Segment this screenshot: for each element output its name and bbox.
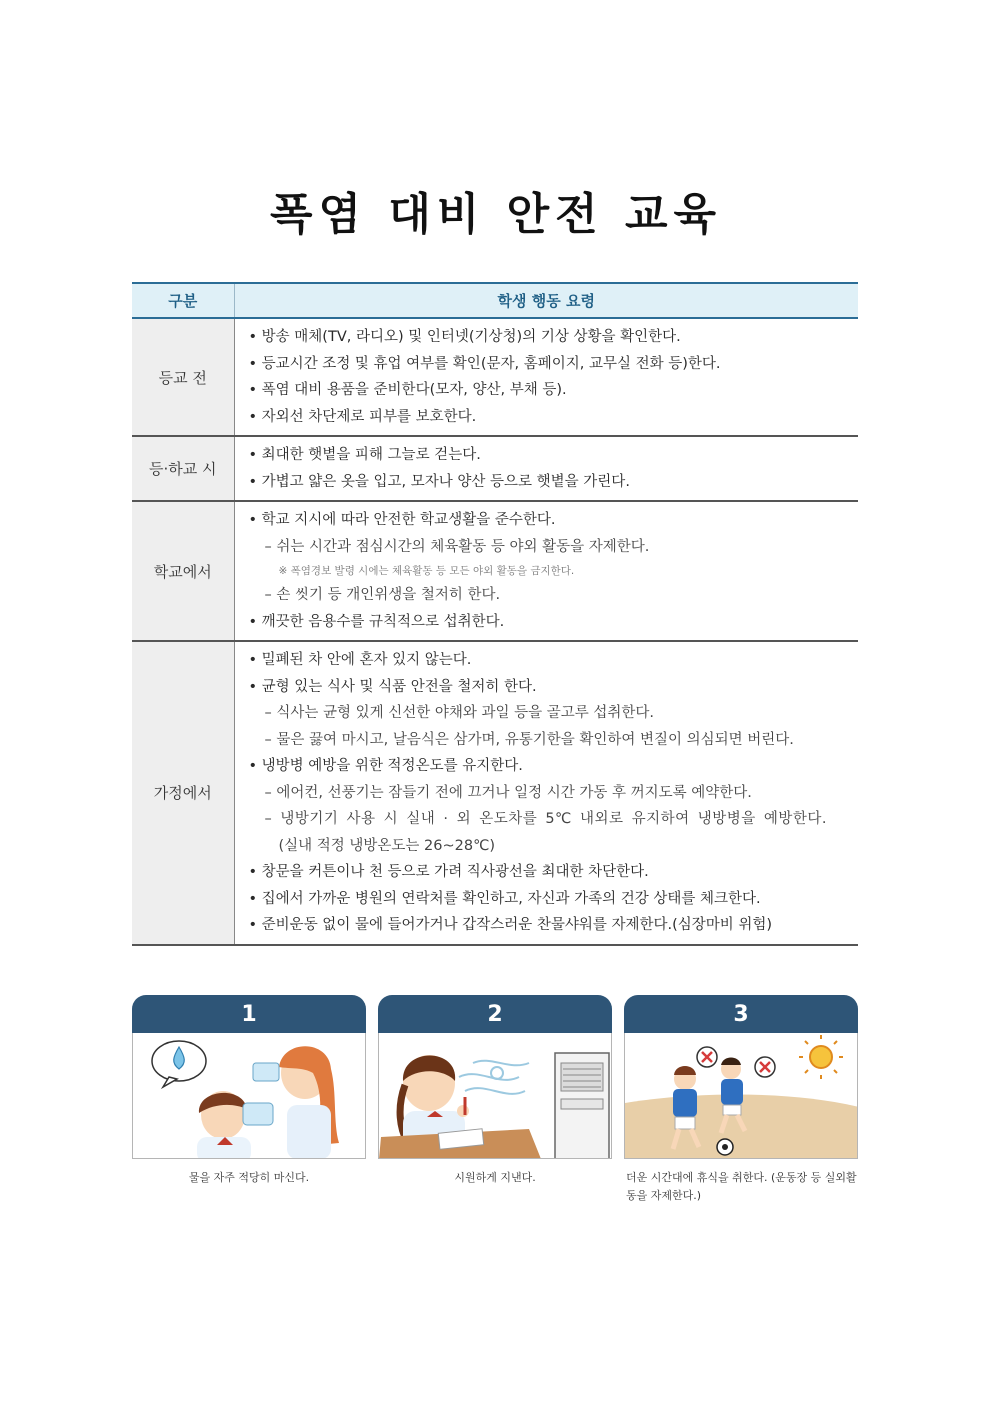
outdoor-soccer-illustration — [624, 1033, 858, 1159]
illustration-panels — [132, 995, 858, 1215]
row-category: 학교에서 — [132, 501, 234, 641]
bullet-item: • 최대한 햇볕을 피해 그늘로 걷는다. — [249, 442, 859, 469]
row-guidelines — [234, 318, 858, 436]
bullet-item: • 깨끗한 음용수를 규칙적으로 섭취한다. — [249, 609, 859, 636]
row-category: 등교 전 — [132, 318, 234, 436]
panel-3 — [624, 995, 858, 1202]
drinking-water-illustration — [132, 1033, 366, 1159]
sub-item: – 냉방기기 사용 시 실내 · 외 온도차를 5℃ 내외로 유지하여 냉방병을 예방한다. — [249, 806, 859, 833]
bullet-item: • 준비운동 없이 물에 들어가거나 갑작스러운 찬물샤워를 자제한다.(심장마비 위험) — [249, 912, 859, 939]
table-row — [132, 641, 858, 945]
page-title: 폭염 대비 안전 교육 — [270, 189, 722, 240]
table-row — [132, 501, 858, 641]
bullet-item: • 학교 지시에 따라 안전한 학교생활을 준수한다. — [249, 507, 859, 534]
row-category: 가정에서 — [132, 641, 234, 945]
bullet-item: • 밀폐된 차 안에 혼자 있지 않는다. — [249, 647, 859, 674]
air-conditioner-illustration — [378, 1033, 612, 1159]
bullet-item: • 자외선 차단제로 피부를 보호한다. — [249, 404, 859, 431]
column-header-category: 구분 — [132, 283, 234, 318]
panel-1 — [132, 995, 366, 1184]
sub-item: – 손 씻기 등 개인위생을 철저히 한다. — [249, 582, 859, 609]
table-header-row — [132, 283, 858, 318]
panel-caption: 더운 시간대에 휴식을 취한다. (운동장 등 실외활동을 자제한다.) — [626, 1171, 857, 1202]
bullet-item: • 집에서 가까운 병원의 연락처를 확인하고, 자신과 가족의 건강 상태를 체크한다. — [249, 886, 859, 913]
panel-number: 2 — [378, 995, 612, 1033]
panel-caption: 물을 자주 적당히 마신다. — [188, 1171, 310, 1184]
panel-2 — [378, 995, 612, 1184]
panel-number: 1 — [132, 995, 366, 1033]
bullet-item: • 방송 매체(TV, 라디오) 및 인터넷(기상청)의 기상 상황을 확인한다. — [249, 324, 859, 351]
sub-item: – 에어컨, 선풍기는 잠들기 전에 끄거나 일정 시간 가동 후 꺼지도록 예약한다. — [249, 780, 859, 807]
row-guidelines — [234, 436, 858, 501]
row-guidelines — [234, 501, 858, 641]
table-row — [132, 436, 858, 501]
note-item: ※ 폭염경보 발령 시에는 체육활동 등 모든 야외 활동을 금지한다. — [249, 560, 859, 582]
sub-item: – 쉬는 시간과 점심시간의 체육활동 등 야외 활동을 자제한다. — [249, 534, 859, 561]
panel-number: 3 — [624, 995, 858, 1033]
behavior-guidelines-table — [132, 282, 858, 946]
sub-item: – 물은 끓여 마시고, 날음식은 삼가며, 유통기한을 확인하여 변질이 의심되면 버린다. — [249, 727, 859, 754]
sub-item: – 식사는 균형 있게 신선한 야채와 과일 등을 골고루 섭취한다. — [249, 700, 859, 727]
bullet-item: • 가볍고 얇은 옷을 입고, 모자나 양산 등으로 햇볕을 가린다. — [249, 469, 859, 496]
panel-caption: 시원하게 지낸다. — [454, 1171, 536, 1184]
bullet-item: • 폭염 대비 용품을 준비한다(모자, 양산, 부채 등). — [249, 377, 859, 404]
row-category: 등·하교 시 — [132, 436, 234, 501]
continuation-text: (실내 적정 냉방온도는 26~28℃) — [278, 837, 496, 854]
bullet-item: • 균형 있는 식사 및 식품 안전을 철저히 한다. — [249, 674, 859, 701]
bullet-item: • 냉방병 예방을 위한 적정온도를 유지한다. — [249, 753, 859, 780]
bullet-item: • 창문을 커튼이나 천 등으로 가려 직사광선을 최대한 차단한다. — [249, 859, 859, 886]
row-guidelines — [234, 641, 858, 945]
column-header-guidelines: 학생 행동 요령 — [234, 283, 858, 318]
table-row — [132, 318, 858, 436]
bullet-item: • 등교시간 조정 및 휴업 여부를 확인(문자, 홈페이지, 교무실 전화 등)한다. — [249, 351, 859, 378]
